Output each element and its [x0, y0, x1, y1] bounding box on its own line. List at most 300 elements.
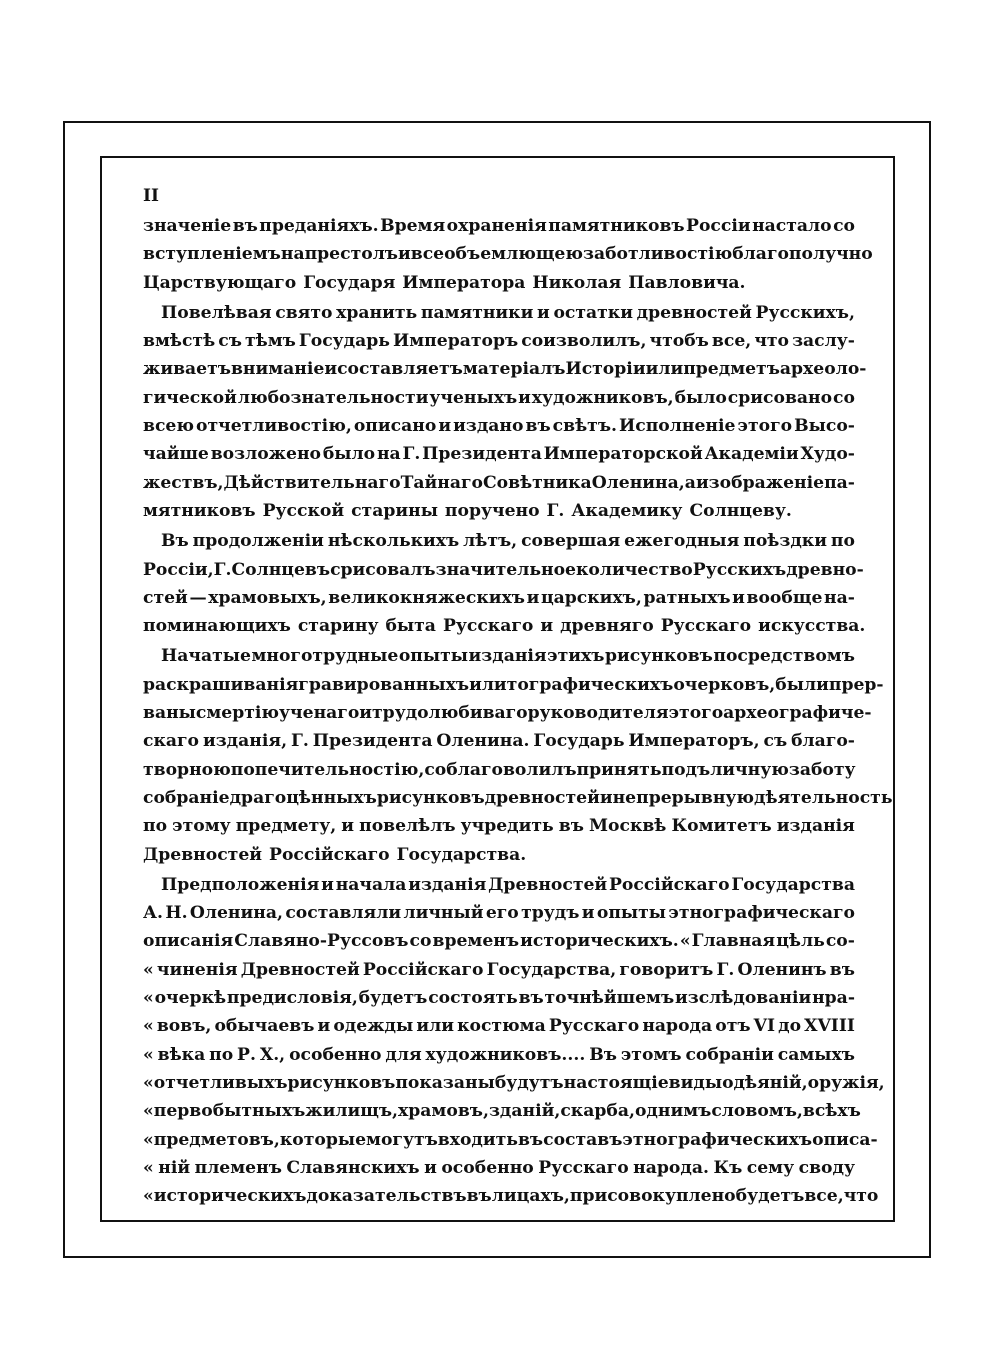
word: этому [172, 816, 231, 837]
word: значительное [435, 559, 576, 580]
word: жествъ, [143, 472, 224, 493]
word: Время [380, 216, 446, 236]
word: матеріалъ [462, 359, 566, 380]
word: принять [576, 759, 662, 780]
word: поминающихъ [143, 616, 291, 637]
word: было [674, 387, 727, 408]
word: вниманіе [230, 359, 325, 380]
word: Н. [165, 903, 188, 924]
word: настоящіе [563, 1072, 669, 1093]
word: царскихъ, [540, 587, 642, 608]
text-line [143, 984, 855, 1012]
word: нѣсколькихъ [327, 531, 460, 552]
word: А. [143, 903, 163, 924]
word: Славяно-Руссовъ [234, 931, 409, 952]
word: соблаговолилъ [424, 759, 577, 780]
word: нра- [812, 988, 855, 1009]
word: благополучно [732, 244, 873, 265]
word: « [143, 1072, 154, 1093]
word: точнѣйшемъ [544, 988, 675, 1009]
word: рисунковъ [287, 1072, 396, 1093]
word: ученаго [279, 703, 360, 724]
word: памятниковъ [548, 216, 685, 236]
text-line [143, 584, 855, 612]
word: особенно [289, 1044, 382, 1065]
word: « [679, 931, 691, 952]
word: соизволилъ, [521, 331, 647, 352]
word: раскрашиванія [143, 674, 299, 695]
word: предметъ [683, 359, 780, 380]
word: изданія [776, 816, 855, 837]
word: Г. [213, 559, 232, 580]
word: по [209, 1044, 234, 1065]
word: описано [353, 416, 437, 437]
paragraphs [143, 212, 893, 1210]
word: и [359, 703, 373, 724]
word: « [143, 1101, 154, 1122]
text-line [143, 469, 855, 497]
word: Высо- [794, 416, 855, 437]
word: по [830, 531, 855, 552]
word: Х., [259, 1044, 286, 1065]
word: Славянскихъ [286, 1157, 420, 1178]
word: цѣль [776, 931, 825, 952]
word: Государя [303, 272, 396, 293]
word: очеркѣ [154, 988, 227, 1009]
word: виды [668, 1072, 723, 1093]
text-line [143, 240, 873, 268]
word: со- [825, 931, 855, 952]
word: будетъ [358, 988, 428, 1009]
word: скарба, [560, 1101, 635, 1122]
word: и [581, 903, 595, 924]
word: охраненія [446, 216, 547, 236]
word: ученыхъ [429, 387, 518, 408]
word: Русскихъ, [755, 302, 855, 323]
word: Государства, [486, 959, 617, 980]
word: издано [453, 416, 524, 437]
text-line [143, 671, 884, 699]
word: непрерывную [612, 787, 755, 808]
word: Президента [312, 731, 433, 752]
word: присовокуплено [569, 1186, 736, 1207]
word: посредствомъ [713, 646, 855, 667]
word: Исторіи [565, 359, 646, 380]
word: было [322, 444, 376, 465]
word: преданіяхъ. [259, 216, 379, 236]
word: въ [525, 416, 551, 437]
word: значеніе [143, 216, 232, 236]
word: племенъ [194, 1157, 282, 1178]
word: показаны [395, 1072, 495, 1093]
word: жилищъ, [305, 1101, 399, 1122]
word: этого [737, 416, 793, 437]
text-line [143, 699, 872, 727]
word: вовъ, [156, 1016, 212, 1037]
word: храмовыхъ, [208, 587, 327, 608]
page-number: II [143, 186, 159, 206]
word: Русскаго [660, 616, 752, 637]
word: Солнцевъ [231, 559, 331, 580]
word: Древностей [240, 959, 360, 980]
word: ежегодныя [624, 531, 740, 552]
word: литографическихъ [481, 674, 674, 695]
word: самыхъ [777, 1044, 855, 1065]
word: Русскихъ [692, 559, 787, 580]
word: Древностей [143, 844, 263, 865]
word: Москвѣ [589, 816, 667, 837]
word: отчетливостію, [196, 416, 352, 437]
word: драгоцѣнныхъ [229, 787, 377, 808]
word: личный [403, 903, 484, 924]
word: Императоръ, [628, 731, 760, 752]
word: лицахъ, [491, 1186, 570, 1207]
text-line [143, 871, 855, 899]
text-line [143, 1069, 885, 1097]
word: личную [710, 759, 789, 780]
word: « [143, 1186, 154, 1207]
word: искусства. [758, 616, 866, 637]
word: древностей [636, 302, 752, 323]
word: Исполненіе [619, 416, 736, 437]
word: хранить [336, 302, 418, 323]
text-line [143, 212, 855, 240]
word: зданій, [488, 1101, 561, 1122]
word: изданія, [202, 731, 288, 752]
word: возложено [210, 444, 321, 465]
word: Тайнаго [400, 472, 483, 493]
word: что [843, 1186, 879, 1207]
word: — [189, 587, 207, 608]
word: старину [297, 616, 379, 637]
word: Совѣтника [482, 472, 592, 493]
word: подъ [661, 759, 711, 780]
word: для [385, 1044, 422, 1065]
text-line [143, 1041, 855, 1069]
word: опыты [596, 903, 667, 924]
word: заботливостію [582, 244, 733, 265]
text-line [143, 956, 855, 984]
text-line [143, 756, 855, 784]
word: этого [668, 703, 724, 724]
word: количество [575, 559, 693, 580]
word: и [341, 816, 355, 837]
word: древняго [560, 616, 654, 637]
word: въ [558, 816, 584, 837]
text-line [143, 927, 855, 955]
word: Оленинъ [737, 959, 827, 980]
word: первобытныхъ [153, 1101, 306, 1122]
word: Главная [691, 931, 776, 952]
text-line [143, 727, 855, 755]
word: по [143, 816, 168, 837]
word: художниковъ.... [425, 1044, 586, 1065]
word: трудолюбиваго [372, 703, 528, 724]
word: древно- [786, 559, 864, 580]
word: отъ [715, 1016, 751, 1037]
word: могутъ [366, 1129, 438, 1150]
word: « [143, 988, 154, 1009]
word: Государства. [396, 844, 527, 865]
word: Россійскаго [608, 874, 730, 895]
word: Повелѣвая [161, 302, 272, 323]
word: повелѣлъ [359, 816, 456, 837]
word: въ [232, 216, 258, 236]
word: предисловія, [226, 988, 358, 1009]
text-line [143, 527, 855, 555]
word: вообще [746, 587, 823, 608]
word: и [526, 587, 540, 608]
text-line [143, 1182, 879, 1210]
word: вступленіемъ [143, 244, 281, 265]
word: смертію [195, 703, 280, 724]
text-line [143, 299, 855, 327]
word: Оленина, [591, 472, 685, 493]
word: тѣмъ [244, 331, 296, 352]
word: попечительностію, [230, 759, 425, 780]
word: рисунковъ [376, 787, 485, 808]
word: всеобъемлющею [410, 244, 583, 265]
word: VI [753, 1016, 776, 1037]
word: временъ [432, 931, 520, 952]
word: престолъ [304, 244, 398, 265]
word: Русскаго [442, 616, 534, 637]
word: будутъ [494, 1072, 564, 1093]
word: памятники [420, 302, 534, 323]
word: однимъ [634, 1101, 712, 1122]
word: Павловича. [628, 272, 746, 293]
word: что [754, 331, 790, 352]
word: и [540, 616, 554, 637]
word: Русскаго [538, 1157, 629, 1178]
word: Русскаго [548, 1016, 640, 1037]
text-line [143, 440, 855, 468]
word: все, [711, 331, 752, 352]
text-line [143, 384, 855, 412]
word: состоять [428, 988, 518, 1009]
word: археоло- [779, 359, 867, 380]
word: Россійскаго [362, 959, 484, 980]
word: ваны [143, 703, 196, 724]
word: составъ [543, 1129, 623, 1150]
word: рисунковъ [605, 646, 713, 667]
text-line [143, 1012, 855, 1040]
word: оружія, [807, 1072, 885, 1093]
text-line [143, 642, 855, 670]
word: « [143, 1044, 154, 1065]
word: Г. [716, 959, 735, 980]
word: были [775, 674, 829, 695]
word: скаго [143, 731, 200, 752]
word: Оленина. [436, 731, 530, 752]
word: мятниковъ [143, 500, 256, 521]
word: или [645, 359, 684, 380]
word: собраніи [685, 1044, 774, 1065]
text-line [143, 355, 867, 383]
word: срисовалъ [330, 559, 436, 580]
word: составляли [285, 903, 402, 924]
word: па- [824, 472, 855, 493]
word: Въ [161, 531, 189, 552]
word: обычаевъ [214, 1016, 315, 1037]
word: руководителя [527, 703, 669, 724]
word: « [143, 1016, 154, 1037]
word: настало [752, 216, 832, 236]
page-text [143, 180, 893, 1210]
word: « [143, 1129, 154, 1150]
word: со [833, 216, 855, 236]
word: гической [143, 387, 237, 408]
word: а [684, 472, 696, 493]
word: Худо- [800, 444, 855, 465]
word: особенно [441, 1157, 534, 1178]
word: этомъ [620, 1044, 682, 1065]
word: прер- [828, 674, 884, 695]
word: и [398, 244, 411, 265]
word: въ [518, 988, 544, 1009]
word: Начатые [161, 646, 251, 667]
word: Академику [571, 500, 683, 521]
word: Академіи [704, 444, 799, 465]
word: изслѣдованіи [675, 988, 812, 1009]
word: учредить [460, 816, 554, 837]
word: ратныхъ [643, 587, 731, 608]
word: костюма [457, 1016, 546, 1037]
word: и [324, 359, 338, 380]
text-line [143, 1126, 878, 1154]
word: Николая [532, 272, 622, 293]
word: совершая [521, 531, 621, 552]
word: изданія [408, 874, 487, 895]
word: изданія [468, 646, 547, 667]
word: народа. [633, 1157, 709, 1178]
word: своду [798, 1157, 855, 1178]
text-line [143, 899, 855, 927]
word: Государь [533, 731, 625, 752]
word: продолженіи [192, 531, 324, 552]
word: творною [143, 759, 231, 780]
word: всею [143, 416, 194, 437]
word: въ [466, 1186, 492, 1207]
word: стей [143, 587, 188, 608]
word: Солнцеву. [689, 500, 792, 521]
word: археографиче- [723, 703, 872, 724]
word: сему [746, 1157, 795, 1178]
word: входить [437, 1129, 518, 1150]
word: любознательности [237, 387, 429, 408]
word: благо- [791, 731, 855, 752]
word: Императорской [543, 444, 703, 465]
word: поѣздки [743, 531, 827, 552]
word: предмету, [235, 816, 337, 837]
word: которые [279, 1129, 367, 1150]
word: на- [824, 587, 855, 608]
word: изображеніе [695, 472, 825, 493]
word: Р. [237, 1044, 256, 1065]
word: очерковъ, [673, 674, 776, 695]
word: этнографическаго [668, 903, 855, 924]
word: его [485, 903, 519, 924]
word: и [321, 874, 334, 895]
word: историческихъ [153, 1186, 307, 1207]
word: съ [763, 731, 788, 752]
word: историческихъ. [520, 931, 679, 952]
word: Въ [589, 1044, 617, 1065]
word: все, [804, 1186, 844, 1207]
word: художниковъ, [531, 387, 674, 408]
word: Русской [262, 500, 345, 521]
word: Древностей [488, 874, 608, 895]
word: поручено [444, 500, 540, 521]
word: этихъ [547, 646, 605, 667]
word: будетъ [735, 1186, 805, 1207]
word: свято [275, 302, 333, 323]
word: говоритъ [619, 959, 714, 980]
word: Государства [731, 874, 855, 895]
word: Россійскаго [269, 844, 390, 865]
text-line [143, 784, 893, 812]
word: ній [158, 1157, 191, 1178]
word: Дѣйствительнаго [223, 472, 401, 493]
word: заботу [788, 759, 856, 780]
word: на [376, 444, 401, 465]
word: остатки [553, 302, 633, 323]
word: и [518, 387, 531, 408]
word: чиненія [156, 959, 238, 980]
word: опыты [398, 646, 468, 667]
word: до [778, 1016, 802, 1037]
word: срисовано [727, 387, 833, 408]
word: и [537, 302, 550, 323]
word: и [599, 787, 613, 808]
word: древностей [484, 787, 600, 808]
word: Г. [291, 731, 309, 752]
word: отчетливыхъ [153, 1072, 288, 1093]
word: старины [351, 500, 438, 521]
text-line [143, 841, 855, 869]
word: словомъ, [711, 1101, 803, 1122]
word: въ [829, 959, 855, 980]
word: составляетъ [337, 359, 463, 380]
text-line [143, 1097, 861, 1125]
word: или [416, 1016, 454, 1037]
word: одѣяній, [722, 1072, 808, 1093]
word: вмѣстѣ [143, 331, 216, 352]
word: Оленина, [189, 903, 283, 924]
word: со [409, 931, 432, 952]
word: въ [517, 1129, 544, 1150]
word: многотрудные [251, 646, 399, 667]
text-line [143, 412, 855, 440]
word: живаетъ [143, 359, 231, 380]
word: вѣка [157, 1044, 206, 1065]
word: чайше [143, 444, 209, 465]
text-line [143, 612, 866, 640]
word: гравированныхъ [298, 674, 470, 695]
word: и [317, 1016, 331, 1037]
word: и [438, 416, 452, 437]
word: описанія [143, 931, 234, 952]
word: храмовъ, [398, 1101, 489, 1122]
word: на [280, 244, 305, 265]
text-line [143, 812, 855, 840]
word: народа [642, 1016, 713, 1037]
word: великокняжескихъ [328, 587, 525, 608]
word: и [732, 587, 745, 608]
text-line [143, 1154, 855, 1182]
word: съ [218, 331, 242, 352]
word: быта [385, 616, 436, 637]
